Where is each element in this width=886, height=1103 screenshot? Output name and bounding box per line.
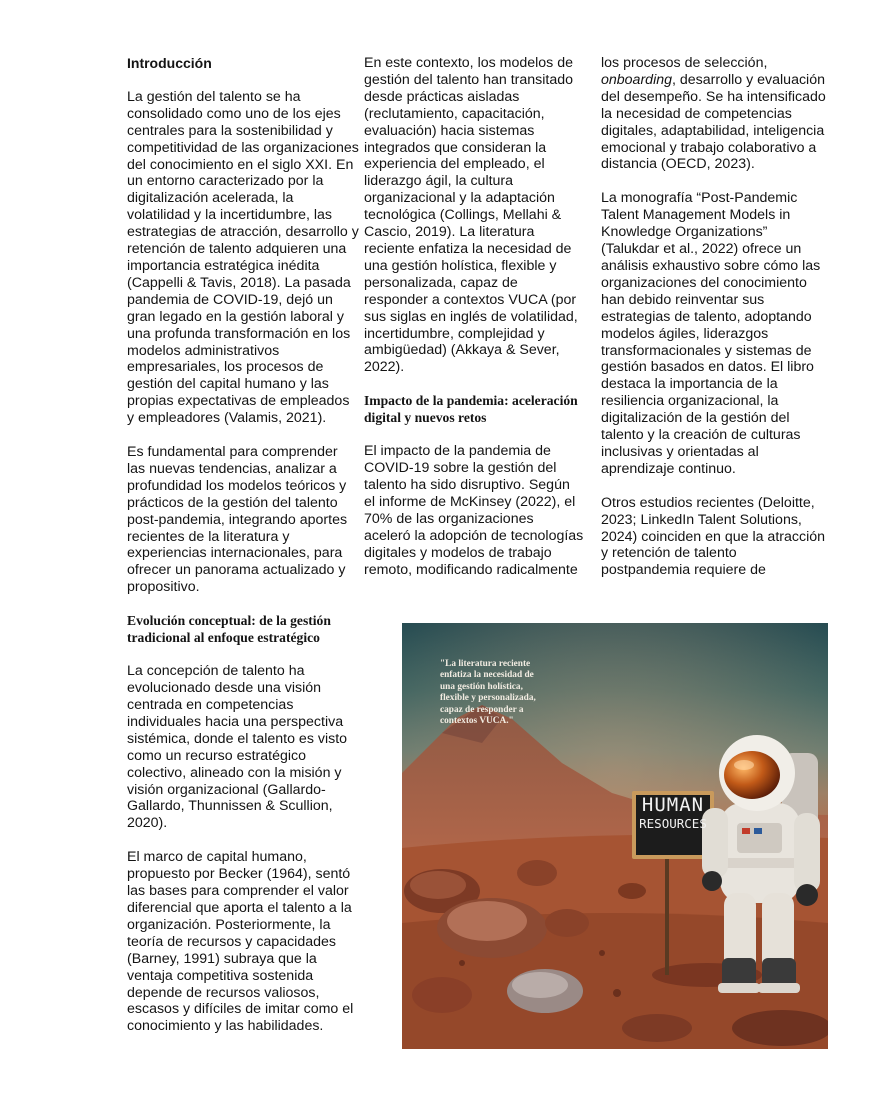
paragraph: La gestión del talento se ha consolidado como uno de los ejes centrales para la sostenibilidad y competitividad de las organizaciones del conocimiento en el siglo XXI. En un entorno caracterizado por la digitalización acelerada, la volatilidad y la incertidumbre, las estrategias de atracción, desarrollo y retención de talento adquieren una importancia estratégica inédita (Cappelli & Tavis, 2018). La pasada pandemia de COVID-19, dejó un gran legado en la gestión laboral y una profunda transformación en los modelos administrativos empresariales, los procesos de gestión del capital humano y las propias expectativas de empleados y empleadores (Valamis, 2021).: [127, 88, 359, 427]
rock: [618, 883, 646, 899]
paragraph: Es fundamental para comprender las nuevas tendencias, analizar a profundidad los modelos teóricos y prácticos de la gestión del talento post-pandemia, integrando aportes recientes de la literatura y experiencias internacionales, para ofrecer un panorama actualizado y propositivo.: [127, 444, 348, 596]
sign-line-resources: RESOURCES: [639, 816, 707, 831]
paragraph: El marco de capital humano, propuesto por Becker (1964), sentó las bases para comprender el valor diferencial que aporta el talento a la organización. Posteriormente, la teoría de recursos y capacidades (Barney, 1991) subraya que la ventaja competitiva sostenida depende de recursos valiosos, escasos y difíciles de imitar como el conocimiento y las habilidades.: [127, 849, 354, 1035]
paragraph: La concepción de talento ha evolucionado desde una visión centrada en competencias individuales hacia una perspectiva sistémica, donde el talento es visto como un recurso estratégico colectivo, alineado con la misión y visión organizacional (Gallardo-Gallardo, Thunnissen & Scullion, 2020).: [127, 663, 348, 832]
sign-lettering: [634, 794, 712, 831]
rock: [412, 977, 472, 1013]
column-1: [127, 55, 359, 1052]
heading-evolucion-conceptual: Evolución conceptual: de la gestión tradicional al enfoque estratégico: [127, 613, 331, 645]
sign-post: [665, 855, 669, 975]
paragraph: El impacto de la pandemia de COVID-19 sobre la gestión del talento ha sido disruptivo. Según el informe de McKinsey (2022), el 70% de las organizaciones aceleró la adopción de tecnologías digitales y modelos de trabajo remoto, modificando radicalmente: [364, 443, 584, 578]
column-3: [601, 55, 829, 596]
heading-introduccion: Introducción: [127, 55, 212, 71]
helmet-visor: [724, 751, 780, 799]
paragraph: La monografía “Post-Pandemic Talent Management Models in Knowledge Organizations” (Talukdar et al., 2022) ofrece un análisis exhaustivo sobre cómo las organizaciones del conocimiento han debido reinventar sus estrategias de talento, adoptando modelos ágiles, liderazgos transformacionales y sistemas de gestión basados en datos. El libro destaca la importancia de la resiliencia organizacional, la digitalización de la gestión del talento y la creación de culturas inclusivas y orientadas al aprendizaje continuo.: [601, 190, 821, 477]
sign-line-human: HUMAN: [641, 794, 705, 816]
rock: [622, 1014, 692, 1042]
paragraph: En este contexto, los modelos de gestión del talento han transitado desde prácticas aisladas (reclutamiento, capacitación, evaluación) hacia sistemas integrados que consideran la experiencia del empleado, el liderazgo ágil, la cultura organizacional y la adaptación tecnológica (Collings, Mellahi & Cascio, 2019). La literatura reciente enfatiza la necesidad de una gestión holística, flexible y personalizada, capaz de responder a contextos VUCA (por sus siglas en inglés de volatilidad, incertidumbre, complejidad y ambigüedad) (Akkaya & Sever, 2022).: [364, 55, 578, 376]
figure-quote: "La literatura reciente enfatiza la necesidad de una gestión holística, flexible y personalizada, capaz de responder a contextos VUCA.": [440, 659, 536, 727]
onboarding-term: onboarding: [601, 71, 672, 88]
rock: [517, 860, 557, 886]
paragraph: los procesos de selección, onboarding, desarrollo y evaluación del desempeño. Se ha intensificado la necesidad de competencias digitales, adaptabilidad, inteligencia emocional y trabajo colaborativo a distancia (OECD, 2023).: [601, 55, 826, 173]
heading-impacto-pandemia: Impacto de la pandemia: aceleración digital y nuevos retos: [364, 393, 578, 425]
rock: [545, 909, 589, 937]
paragraph: Otros estudios recientes (Deloitte, 2023; LinkedIn Talent Solutions, 2024) coinciden en que la atracción y retención de talento postpandemia requiere de: [601, 494, 826, 579]
column-2: [364, 55, 584, 595]
rock: [732, 1010, 828, 1046]
